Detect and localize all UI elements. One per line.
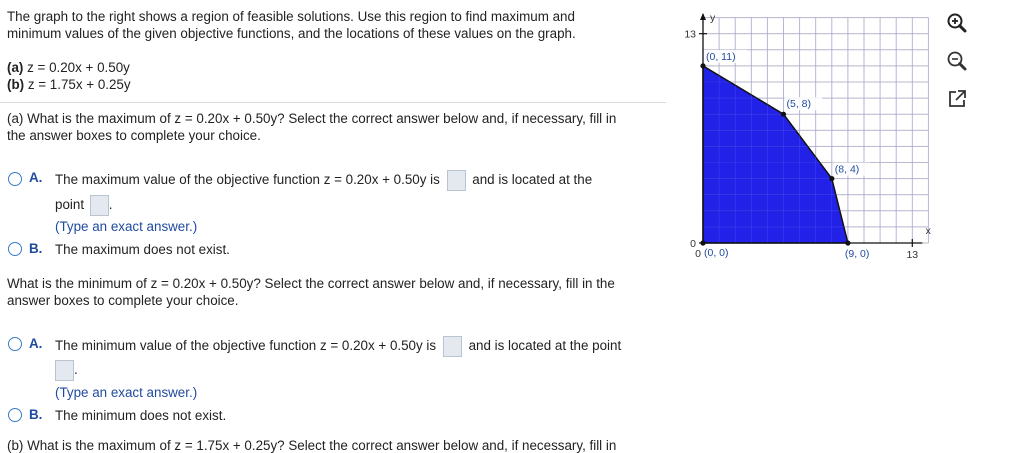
vertex-point [845,240,850,245]
feasible-region-graph [672,10,930,265]
min-option-b-radio[interactable] [8,408,22,422]
vertex-point [781,112,786,117]
max-point-label: point [55,197,85,213]
y-axis-arrow [700,13,706,20]
min-option-a-letter: A. [29,336,43,351]
function-b-label: (b) [7,77,25,92]
max-option-a-text-2: and is located at the [472,172,593,188]
question-min-line-1: What is the minimum of z = 0.20x + 0.50y? Select the correct answer below and, if necessary, fill in the [7,276,615,291]
max-option-a-text: The maximum value of the objective function z = 0.20x + 0.50y is [55,172,440,188]
y-tick-label-0: 0 [690,238,696,250]
max-option-b-radio[interactable] [8,242,22,256]
min-option-b-text: The minimum does not exist. [55,408,227,423]
intro-line-1: The graph to the right shows a region of feasible solutions. Use this region to find maximum and [7,9,575,24]
max-hint: (Type an exact answer.) [55,219,198,234]
max-option-a-letter: A. [29,170,43,185]
vertex-point [700,240,705,245]
min-option-a-radio[interactable] [8,337,22,351]
function-b [7,77,131,92]
function-a-label: (a) [7,60,24,75]
min-point-line [55,360,78,381]
popout-icon[interactable] [946,88,968,110]
vertex-point [700,63,705,68]
min-option-a-line [55,336,621,357]
cut-off-question-text: (b) What is the maximum of z = 1.75x + 0.25y? Select the correct answer below and, if necessary, fill in [7,438,617,453]
y-tick-label-13: 13 [684,28,696,41]
vertex-label: (0, 0) [704,247,729,259]
vertex-label: (8, 4) [834,163,860,176]
intro-line-2: minimum values of the given objective functions, and the locations of these values on the graph. [7,26,576,41]
x-tick-label-13: 13 [906,249,919,261]
vertex-label: (5, 8) [786,98,812,111]
vertex-label: (0, 11) [706,50,736,63]
max-option-b-text: The maximum does not exist. [55,242,230,257]
question-max-line-2: the answer boxes to complete your choice. [7,128,261,143]
question-min-line-2: answer boxes to complete your choice. [7,293,239,308]
max-option-a-radio[interactable] [8,172,22,186]
x-axis-label: x [925,225,931,237]
max-option-a-line [55,170,592,191]
function-b-expr: z = 1.75x + 0.25y [27,77,131,92]
min-option-b-letter: B. [29,407,43,422]
max-point-period: . [108,197,113,213]
min-hint: (Type an exact answer.) [55,385,198,400]
cut-off-question [0,436,666,453]
max-value-input[interactable] [447,170,466,191]
function-a [7,60,130,75]
min-option-a-text-2: and is located at the point [468,338,622,354]
zoom-in-icon[interactable] [946,12,968,34]
feasible-region [703,66,848,243]
vertex-label: (9, 0) [844,248,870,260]
function-a-expr: z = 0.20x + 0.50y [27,60,130,75]
zoom-out-icon[interactable] [946,50,968,72]
vertex-point [829,176,834,181]
max-option-b-letter: B. [29,241,43,256]
min-option-a-text: The minimum value of the objective function z = 0.20x + 0.50y is [55,338,437,354]
y-axis-label: y [710,12,716,24]
min-point-input[interactable] [55,360,74,381]
max-point-input[interactable] [90,195,109,216]
min-value-input[interactable] [443,336,462,357]
section-divider [0,102,666,103]
x-tick-label-0: 0 [695,248,701,260]
max-point-line [55,195,113,216]
min-point-period: . [74,362,78,378]
question-max-line-1: (a) What is the maximum of z = 0.20x + 0.50y? Select the correct answer below and, if necessary, fill in [7,111,617,126]
